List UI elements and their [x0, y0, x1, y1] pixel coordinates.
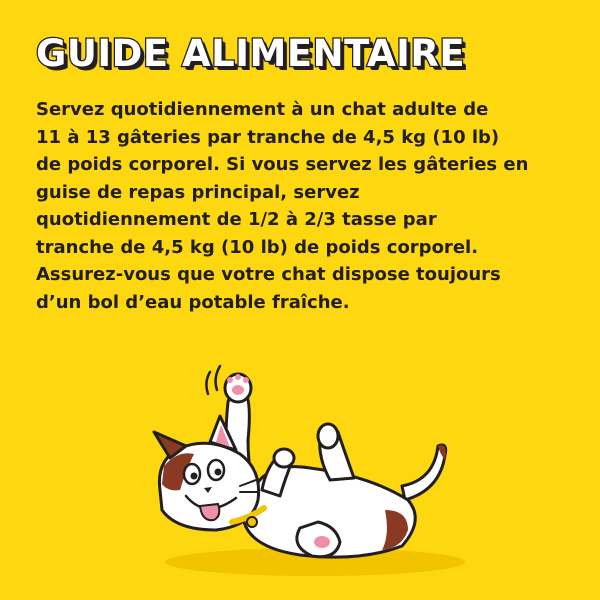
cat-raised-paw-pad [232, 385, 244, 395]
cat-paw-pad [314, 536, 330, 548]
cat-tail [402, 445, 446, 500]
instruction-line: Assurez-vous que votre chat dispose toujours [36, 264, 501, 285]
instruction-line: tranche de 4,5 kg (10 lb) de poids corporel. [36, 236, 479, 258]
instruction-line: quotidiennement de 1/2 à 2/3 tasse par [36, 209, 437, 230]
cartoon-cat-lying-on-back-icon [140, 350, 470, 580]
feeding-instructions [36, 96, 576, 316]
page-title: GUIDE ALIMENTAIRE [36, 32, 466, 75]
instruction-line: Servez quotidiennement à un chat adulte de [36, 99, 489, 120]
cat-back-paw [318, 424, 338, 448]
cat-second-front-paw [274, 449, 294, 467]
instruction-line: de poids corporel. Si vous servez les gâteries en [36, 154, 529, 175]
instruction-line: d’un bol d’eau potable fraîche. [36, 291, 350, 313]
cat-pupil [191, 473, 198, 480]
cat-collar-tag [247, 517, 257, 527]
cat-raised-paw-toe [227, 377, 233, 383]
motion-mark [206, 372, 210, 394]
cat-raised-paw-toe [243, 377, 249, 383]
instruction-line: guise de repas principal, servez [36, 181, 360, 203]
cat-pupil [215, 469, 222, 476]
instruction-line: 11 à 13 gâteries par tranche de 4,5 kg (10 lb) [36, 126, 500, 148]
cat-raised-paw-toe [235, 374, 241, 380]
motion-mark [216, 366, 220, 390]
